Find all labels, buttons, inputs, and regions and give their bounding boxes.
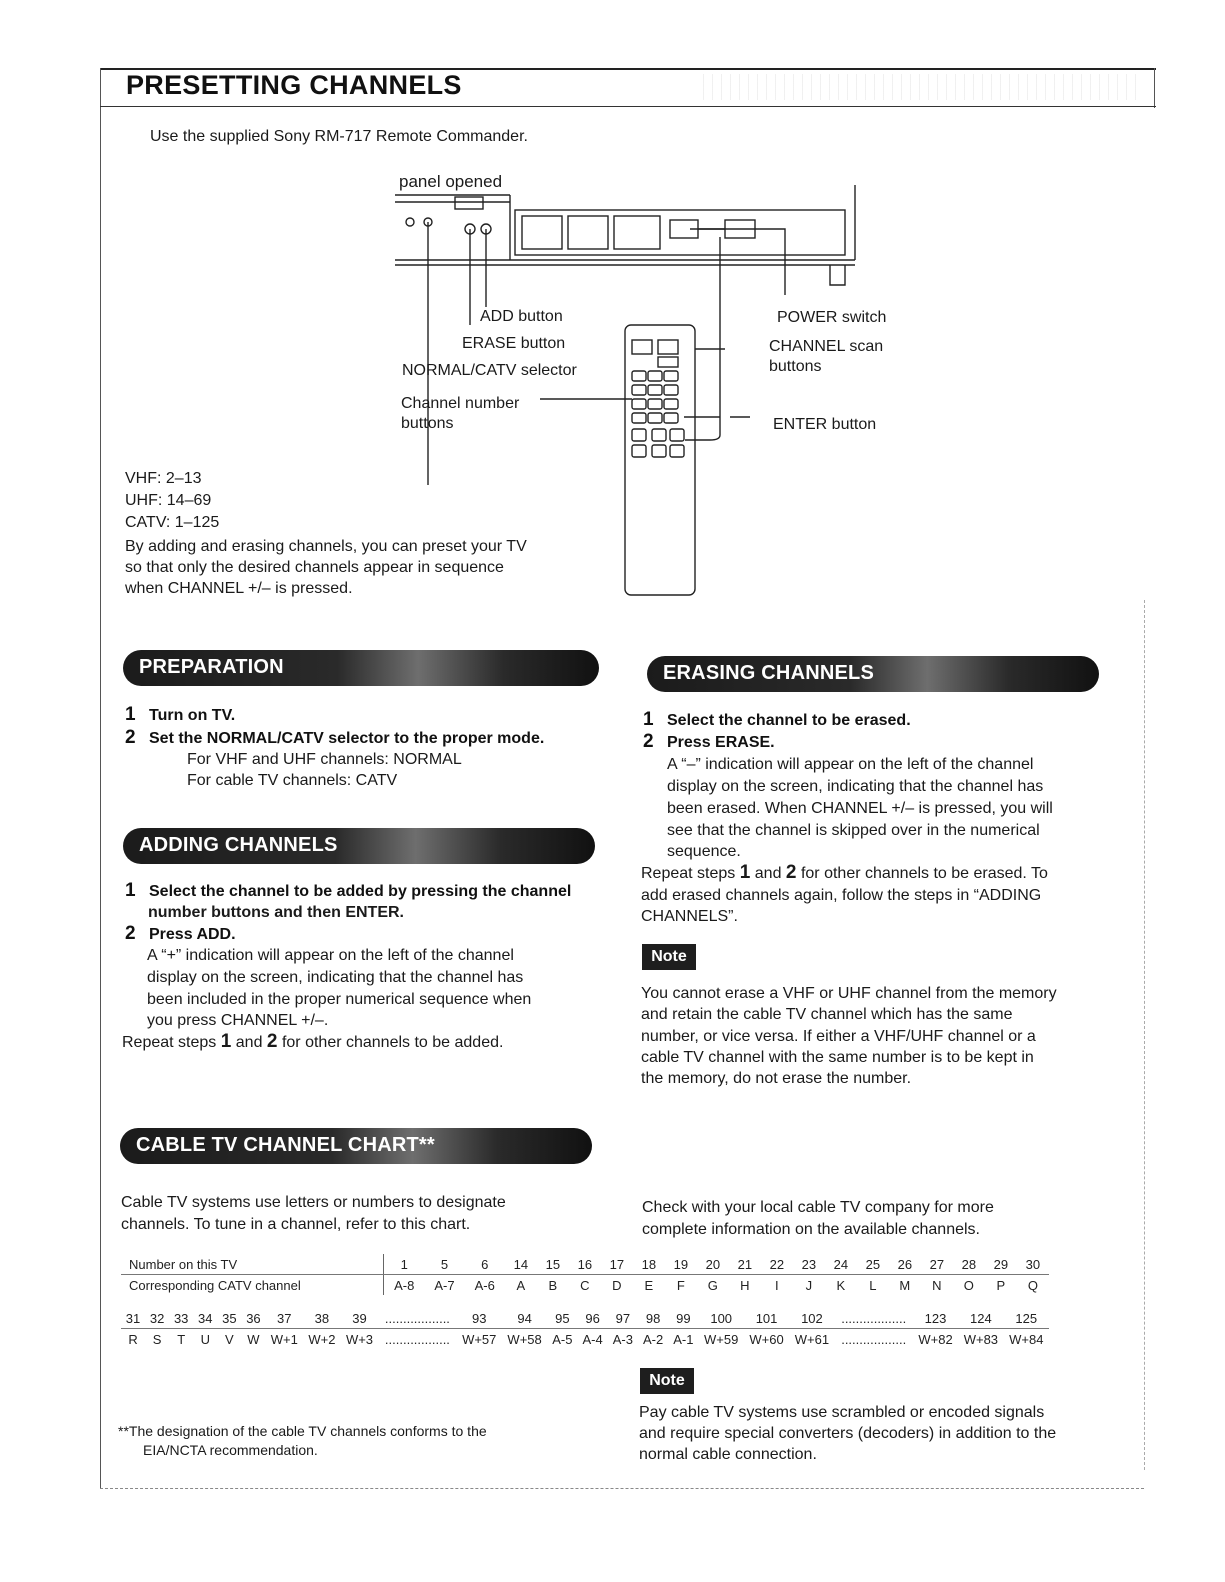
erasing-step-2 [643, 731, 775, 753]
title-underline [100, 106, 1156, 107]
table-cell: .................. [378, 1308, 456, 1329]
channel-number-buttons-label-line1: Channel number [401, 395, 520, 412]
cable-chart-check-line2: complete information on the available channels. [642, 1221, 980, 1238]
step-number: 1 [643, 709, 654, 730]
vhf-range: VHF: 2–13 [125, 470, 202, 487]
erase-button-label: ERASE button [462, 335, 566, 352]
table-cell: 26 [889, 1254, 921, 1275]
table-cell: W [247, 1331, 260, 1347]
table-cell: D [612, 1277, 622, 1293]
erasing-note-line3: number, or vice versa. If either a VHF/UHF channel or a [641, 1028, 1036, 1045]
table-cell: A-4 [582, 1331, 603, 1347]
table-cell: 35 [217, 1308, 241, 1329]
preparation-normal-mode: For VHF and UHF channels: NORMAL [187, 751, 462, 768]
table-cell: U [200, 1331, 210, 1347]
channel-scan-label-line1: CHANNEL scan [769, 338, 884, 355]
erasing-heading-bar [647, 656, 1099, 692]
table-cell: H [740, 1277, 750, 1293]
row-label: Number on this TV [121, 1254, 383, 1275]
catv-range: CATV: 1–125 [125, 514, 220, 531]
table-cell: 33 [169, 1308, 193, 1329]
normal-catv-selector-label: NORMAL/CATV selector [402, 362, 577, 379]
cable-note-line2: and require special converters (decoders) in addition to the [639, 1425, 1057, 1442]
table-cell: 24 [825, 1254, 857, 1275]
table-cell: W+3 [345, 1331, 374, 1347]
cable-note-line3: normal cable connection. [639, 1446, 817, 1463]
table-cell: 27 [921, 1254, 953, 1275]
table-cell: 124 [958, 1308, 1003, 1329]
table-cell: A-2 [643, 1331, 664, 1347]
repeat-step-number: 2 [785, 862, 797, 883]
footnote-line1: **The designation of the cable TV channels conforms to the [118, 1423, 487, 1439]
table-cell: 5 [424, 1254, 464, 1275]
table-cell: W+83 [963, 1331, 999, 1347]
preparation-heading-bar [123, 650, 599, 686]
cable-channel-table-b [121, 1308, 1049, 1349]
table-cell: B [548, 1277, 558, 1293]
enter-button-label: ENTER button [773, 416, 877, 433]
uhf-range: UHF: 14–69 [125, 492, 212, 509]
repeat-step-number: 1 [220, 1031, 232, 1052]
panel-opened-label: panel opened [399, 172, 503, 191]
cable-channel-table-a [121, 1254, 1049, 1295]
table-cell: 31 [121, 1308, 145, 1329]
table-cell: 19 [665, 1254, 697, 1275]
preparation-step-2 [125, 727, 544, 749]
table-cell: 93 [457, 1308, 502, 1329]
table-cell: 15 [537, 1254, 569, 1275]
table-cell: 99 [668, 1308, 698, 1329]
table-cell: 123 [913, 1308, 958, 1329]
table-cell: 23 [793, 1254, 825, 1275]
step-text: Turn on TV. [149, 707, 236, 724]
table-cell: F [676, 1277, 685, 1293]
table-cell: 96 [578, 1308, 608, 1329]
erasing-note-line5: the memory, do not erase the number. [641, 1070, 912, 1087]
erasing-repeat [641, 862, 1048, 884]
step-number: 2 [643, 731, 654, 752]
adding-desc-line1: A “+” indication will appear on the left of the channel [147, 947, 514, 964]
erasing-repeat-line3: CHANNELS”. [641, 908, 738, 925]
table-cell: N [932, 1277, 942, 1293]
adding-heading-bar [123, 828, 595, 864]
repeat-text: Repeat steps [641, 865, 736, 882]
table-cell: Q [1027, 1277, 1038, 1293]
erasing-note-line1: You cannot erase a VHF or UHF channel from the memory [641, 985, 1057, 1002]
intro-text: Use the supplied Sony RM-717 Remote Commander. [150, 128, 528, 145]
table-cell: .................. [384, 1331, 450, 1347]
table-cell: I [775, 1277, 779, 1293]
adding-desc-line4: you press CHANNEL +/–. [147, 1012, 329, 1029]
table-cell: .................. [835, 1308, 913, 1329]
table-cell: L [869, 1277, 877, 1293]
table-cell: A-3 [612, 1331, 633, 1347]
table-cell: W+58 [507, 1331, 542, 1347]
preparation-heading: PREPARATION [139, 656, 284, 678]
ranges-paragraph-line1: By adding and erasing channels, you can preset your TV [125, 538, 527, 555]
table-cell: W+57 [462, 1331, 497, 1347]
erasing-desc-line2: display on the screen, indicating that the channel has [667, 778, 1044, 795]
table-cell: 21 [729, 1254, 761, 1275]
erasing-note-line4: cable TV channel with the same number is to be kept in [641, 1049, 1034, 1066]
table-cell: 98 [638, 1308, 668, 1329]
table-cell: W+59 [704, 1331, 739, 1347]
erasing-desc-line4: see that the channel is skipped over in the numerical [667, 822, 1040, 839]
power-switch-label: POWER switch [777, 309, 887, 326]
table-cell: 20 [697, 1254, 729, 1275]
ranges-paragraph-line3: when CHANNEL +/– is pressed. [125, 580, 353, 597]
table-cell: A-6 [474, 1277, 495, 1293]
channel-scan-label-line2: buttons [769, 358, 822, 375]
table-cell: 29 [985, 1254, 1017, 1275]
step-number: 1 [125, 704, 136, 725]
footnote-line2: EIA/NCTA recommendation. [143, 1442, 318, 1458]
repeat-text: for other channels to be added. [281, 1034, 504, 1051]
table-cell: 102 [789, 1308, 834, 1329]
table-cell: 28 [953, 1254, 985, 1275]
preparation-catv-mode: For cable TV channels: CATV [187, 772, 398, 789]
table-cell: 22 [761, 1254, 793, 1275]
erasing-desc-line1: A “–” indication will appear on the left of the channel [667, 756, 1034, 773]
step-text: Press ERASE. [667, 734, 775, 751]
table-cell: 100 [699, 1308, 744, 1329]
cable-note-line1: Pay cable TV systems use scrambled or encoded signals [639, 1404, 1045, 1421]
table-cell: W+2 [308, 1331, 336, 1347]
frame-right-dashed-rule [1144, 600, 1145, 1470]
table-cell: 34 [193, 1308, 217, 1329]
table-cell: S [152, 1331, 162, 1347]
repeat-text: and [754, 865, 782, 882]
erasing-repeat-line2: add erased channels again, follow the steps in “ADDING [641, 887, 1042, 904]
table-cell: 37 [265, 1308, 303, 1329]
table-cell: M [899, 1277, 911, 1293]
table-cell: 101 [744, 1308, 789, 1329]
step-number: 1 [125, 880, 136, 901]
step-number: 2 [125, 727, 136, 748]
table-cell: 97 [608, 1308, 638, 1329]
table-cell: T [177, 1331, 186, 1347]
cable-chart-intro-line1: Cable TV systems use letters or numbers to designate [121, 1194, 506, 1211]
table-cell: 17 [601, 1254, 633, 1275]
table-cell: 18 [633, 1254, 665, 1275]
table-cell: .................. [841, 1331, 907, 1347]
adding-step-2 [125, 923, 236, 945]
channel-number-buttons-label-line2: buttons [401, 415, 454, 432]
table-cell: K [836, 1277, 846, 1293]
add-button-label: ADD button [480, 308, 563, 325]
table-cell: 6 [465, 1254, 505, 1275]
preparation-step-1 [125, 704, 235, 726]
cable-chart-heading: CABLE TV CHANNEL CHART** [136, 1134, 435, 1156]
repeat-step-number: 2 [266, 1031, 278, 1052]
erasing-heading: ERASING CHANNELS [663, 662, 874, 684]
table-cell: 30 [1017, 1254, 1049, 1275]
erasing-desc-line5: sequence. [667, 843, 741, 860]
adding-desc-line2: display on the screen, indicating that the channel has [147, 969, 524, 986]
row-label: Corresponding CATV channel [121, 1275, 383, 1296]
table-cell: V [225, 1331, 234, 1347]
repeat-text: Repeat steps [122, 1034, 217, 1051]
cable-chart-intro-line2: channels. To tune in a channel, refer to this chart. [121, 1216, 471, 1233]
adding-heading: ADDING CHANNELS [139, 834, 338, 856]
table-cell: 125 [1004, 1308, 1049, 1329]
adding-step-1 [125, 880, 571, 902]
table-cell: 38 [303, 1308, 341, 1329]
table-cell: 39 [341, 1308, 379, 1329]
erasing-step-1 [643, 709, 911, 731]
adding-desc-line3: been included in the proper numerical sequence when [147, 991, 532, 1008]
erasing-note-line2: and retain the cable TV channel which has the same [641, 1006, 1013, 1023]
table-cell: 25 [857, 1254, 889, 1275]
table-cell: W+82 [918, 1331, 953, 1347]
page-title: PRESETTING CHANNELS [126, 70, 462, 100]
erasing-note-badge: Note [642, 944, 696, 970]
repeat-text: for other channels to be erased. To [800, 865, 1048, 882]
table-cell: A-7 [434, 1277, 455, 1293]
cable-note-badge: Note [640, 1368, 694, 1394]
ranges-paragraph-line2: so that only the desired channels appear in sequence [125, 559, 504, 576]
adding-repeat [122, 1031, 503, 1053]
table-cell: P [996, 1277, 1006, 1293]
table-cell: A-5 [552, 1331, 573, 1347]
table-cell: A [516, 1277, 526, 1293]
title-bar-texture [700, 74, 1140, 100]
table-cell: 94 [502, 1308, 547, 1329]
step-number: 2 [125, 923, 136, 944]
table-cell: W+84 [1009, 1331, 1044, 1347]
table-cell: J [805, 1277, 813, 1293]
repeat-text: and [235, 1034, 263, 1051]
table-cell: 36 [241, 1308, 265, 1329]
table-cell: W+61 [794, 1331, 830, 1347]
table-cell: E [644, 1277, 654, 1293]
table-cell: O [963, 1277, 974, 1293]
erasing-desc-line3: been erased. When CHANNEL +/– is pressed, you will [667, 800, 1053, 817]
table-cell: G [707, 1277, 718, 1293]
table-cell: W+60 [749, 1331, 784, 1347]
frame-left-rule [100, 68, 101, 1488]
table-cell: A-1 [673, 1331, 694, 1347]
frame-right-rule [1154, 68, 1155, 108]
step-text: Select the channel to be added by pressing the channel [149, 883, 572, 900]
frame-bottom-rule [100, 1488, 1144, 1489]
table-cell: 95 [547, 1308, 577, 1329]
step-text: Select the channel to be erased. [667, 712, 911, 729]
step-text: Press ADD. [149, 926, 236, 943]
table-cell: 16 [569, 1254, 601, 1275]
table-cell: W+1 [270, 1331, 298, 1347]
table-cell: R [128, 1331, 138, 1347]
cable-chart-heading-bar [120, 1128, 592, 1164]
table-cell: C [580, 1277, 590, 1293]
table-cell: 32 [145, 1308, 169, 1329]
step-text: Set the NORMAL/CATV selector to the proper mode. [149, 730, 545, 747]
table-cell: 14 [505, 1254, 537, 1275]
cable-chart-check-line1: Check with your local cable TV company for more [642, 1199, 994, 1216]
table-cell: A-8 [394, 1277, 415, 1293]
table-cell: 1 [383, 1254, 424, 1275]
adding-step-1-line2: number buttons and then ENTER. [148, 904, 404, 921]
repeat-step-number: 1 [739, 862, 751, 883]
